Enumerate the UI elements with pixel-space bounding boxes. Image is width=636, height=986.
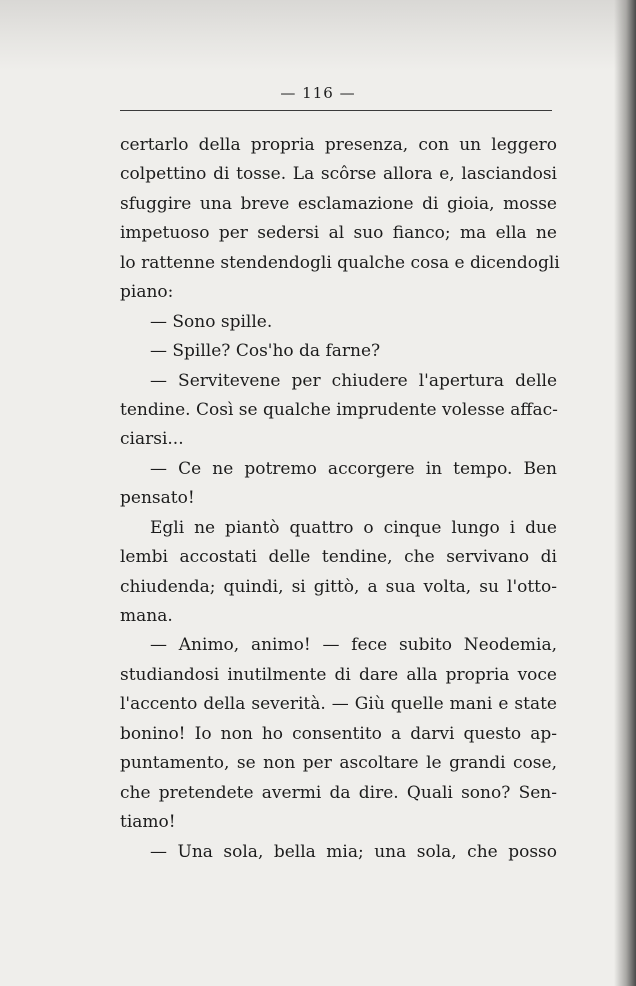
text-line: mana. xyxy=(120,606,173,626)
text-line: — Ce ne potremo accorgere in tempo. Ben xyxy=(150,458,557,479)
text-line: certarlo della propria presenza, con un leggero xyxy=(120,135,557,155)
text-line: — Animo, animo! — fece subito Neodemia, xyxy=(150,635,557,656)
text-line: pensato! xyxy=(120,488,195,509)
text-line: colpettino di tosse. La scôrse allora e, lasciandosi xyxy=(120,164,557,185)
text-line: studiandosi inutilmente di dare alla propria voce xyxy=(120,664,557,685)
text-line: — Servitevene per chiudere l'apertura delle xyxy=(150,370,557,391)
text-line: che pretendete avermi da dire. Quali sono? Sen- xyxy=(120,782,557,803)
text-line: — Spille? Cos'ho da farne? xyxy=(150,341,381,362)
text-line: chiudenda; quindi, si gittò, a sua volta, su l'otto- xyxy=(120,576,557,597)
text-line: ciarsi... xyxy=(120,429,184,450)
text-line: bonino! Io non ho consentito a darvi questo ap- xyxy=(120,723,557,744)
text-line: sfuggire una breve esclamazione di gioia, mosse xyxy=(120,193,557,214)
page-number: — 116 — xyxy=(280,84,356,102)
text-line: tendine. Così se qualche imprudente volesse affac- xyxy=(120,399,558,420)
text-line: — Sono spille. xyxy=(150,311,273,332)
text-line: lembi accostati delle tendine, che servivano di xyxy=(120,547,557,568)
text-line: lo rattenne stendendogli qualche cosa e dicendogli xyxy=(120,252,560,273)
text-line: piano: xyxy=(120,282,174,303)
text-line: puntamento, se non per ascoltare le grandi cose, xyxy=(120,753,557,774)
text-line: — Una sola, bella mia; una sola, che posso xyxy=(150,841,557,862)
text-line: impetuoso per sedersi al suo fianco; ma ella ne xyxy=(120,223,557,244)
body-text xyxy=(120,131,560,867)
text-line: l'accento della severità. — Giù quelle mani e state xyxy=(120,694,557,715)
header-rule xyxy=(120,110,552,111)
text-line: tiamo! xyxy=(120,812,176,833)
text-line: Egli ne piantò quattro o cinque lungo i due xyxy=(150,517,557,538)
